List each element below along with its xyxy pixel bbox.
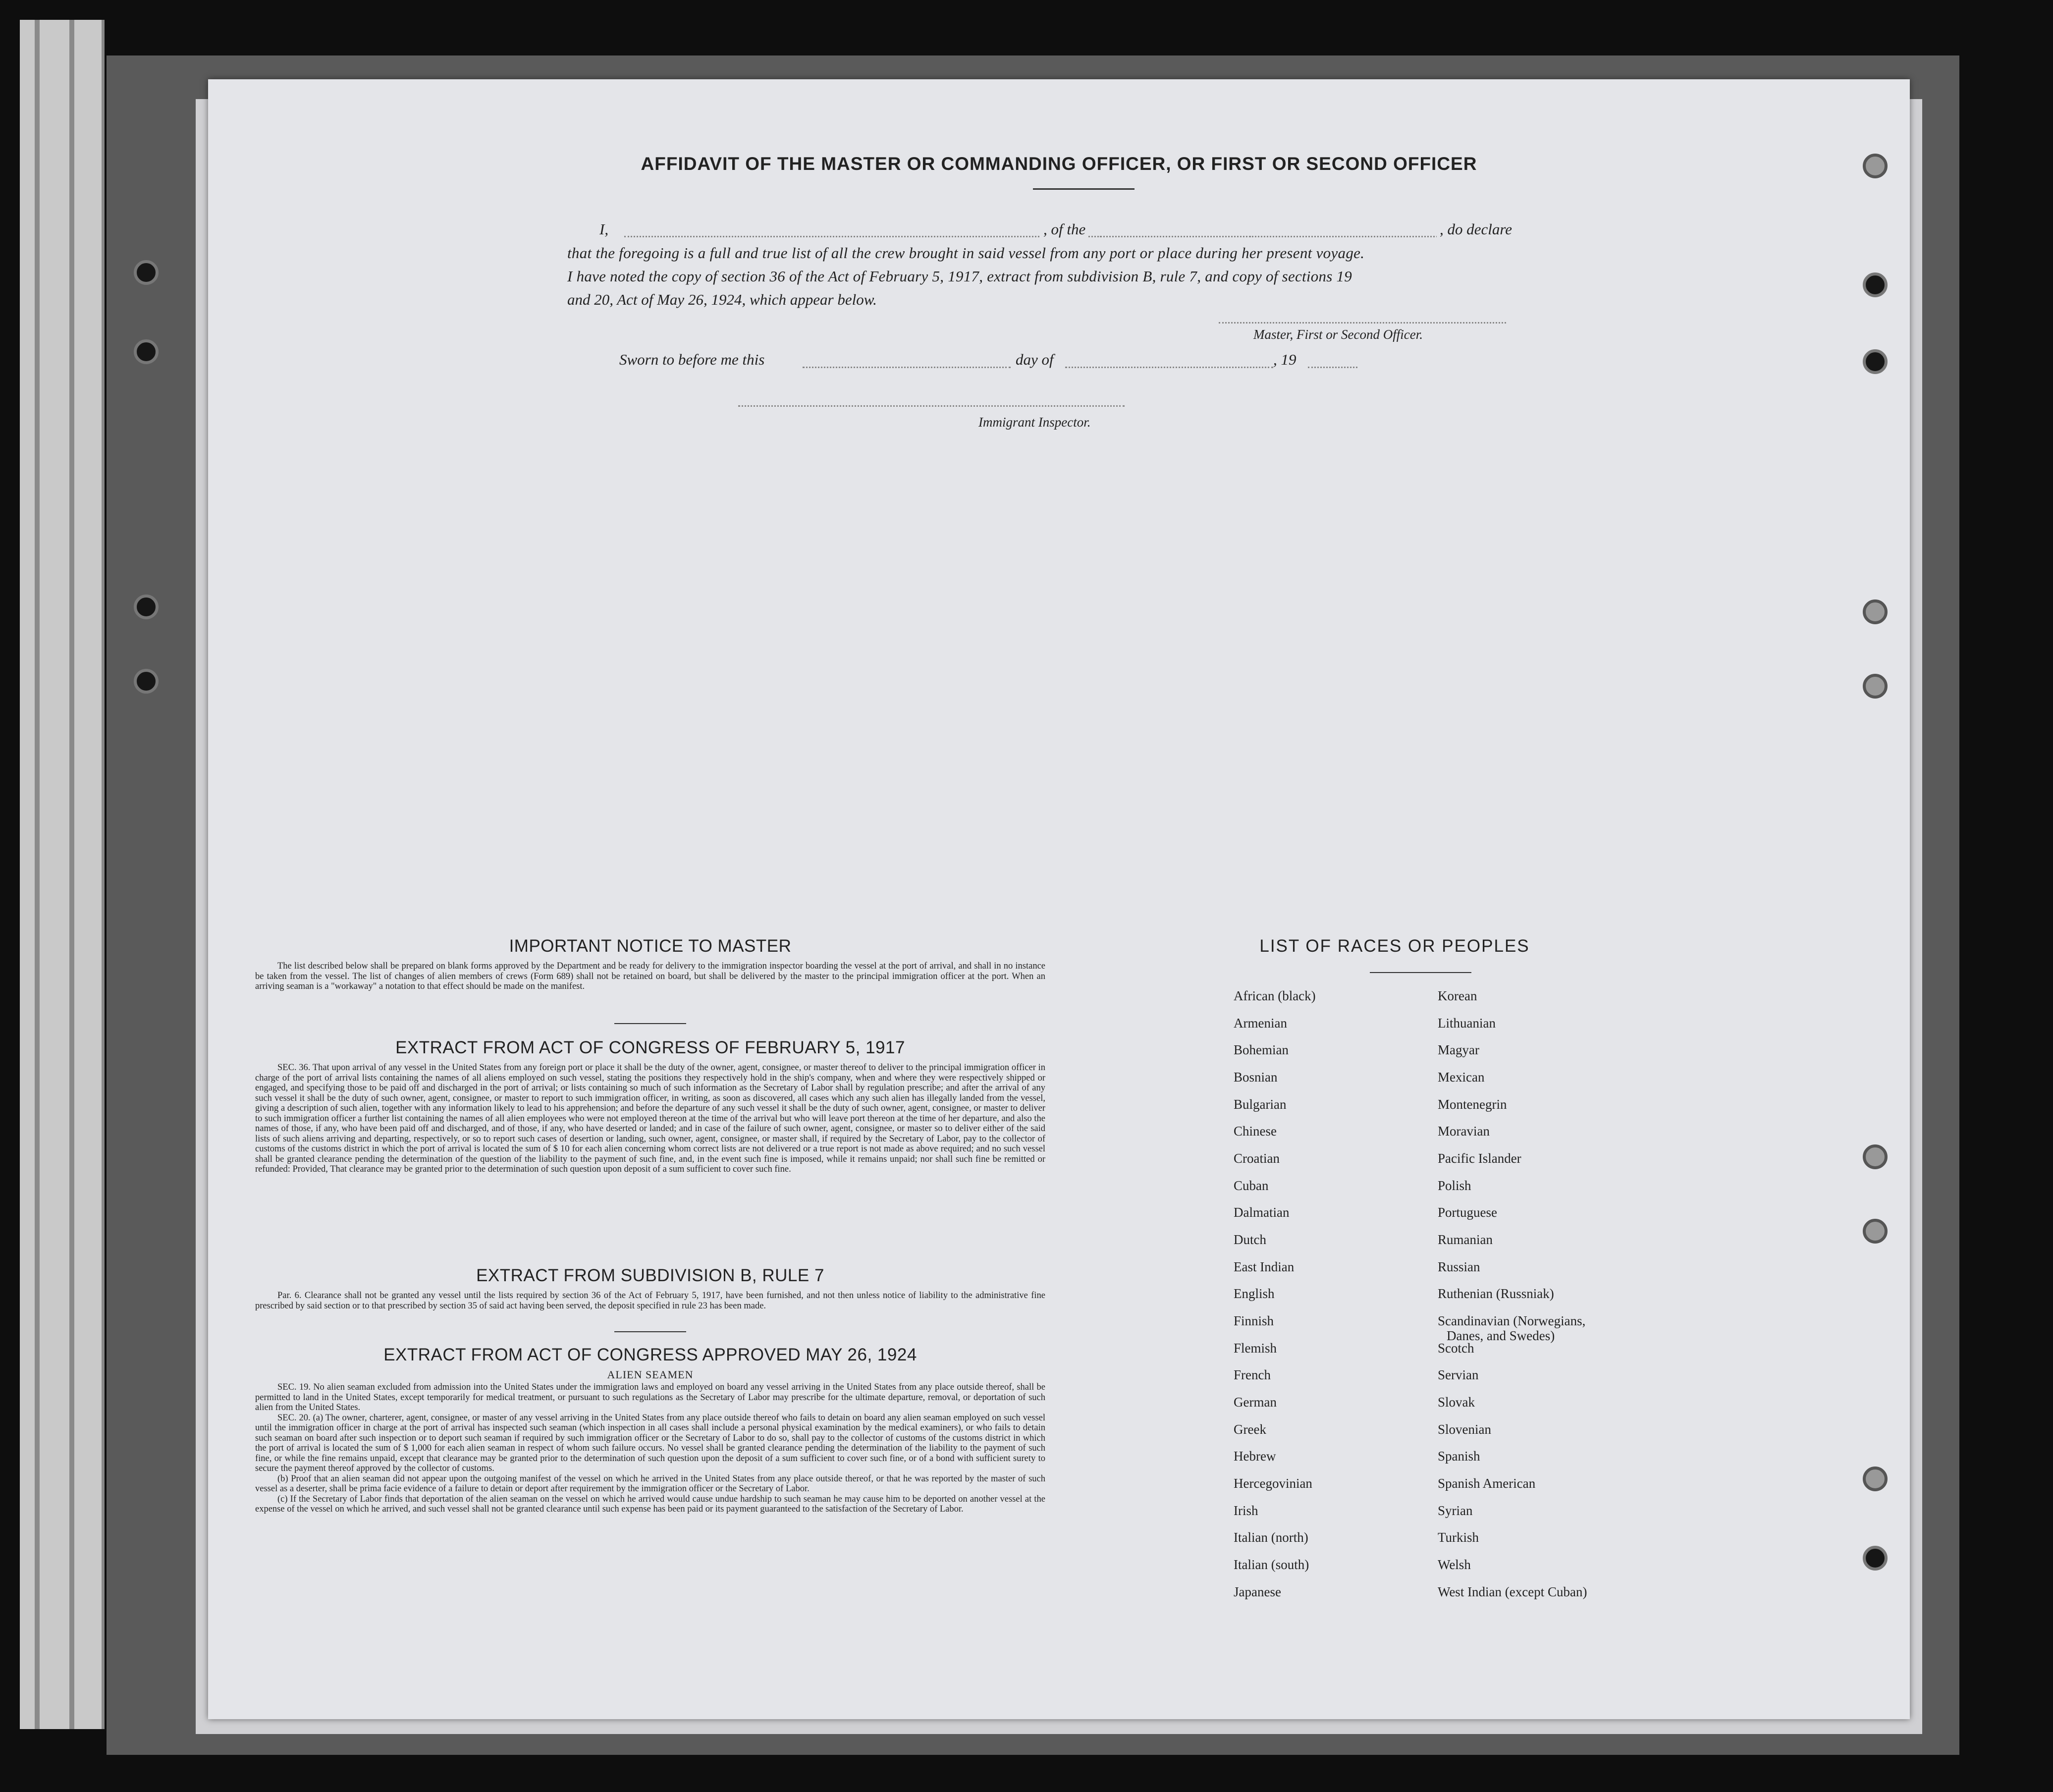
- race-item: Spanish American: [1438, 1476, 1536, 1491]
- notice-heading: IMPORTANT NOTICE TO MASTER: [509, 936, 792, 956]
- race-item: Flemish: [1234, 1341, 1277, 1356]
- race-item: Dutch: [1234, 1232, 1266, 1247]
- form-page: [208, 79, 1910, 1719]
- affidavit-do-declare: , do declare: [1437, 220, 1512, 238]
- affidavit-line-2: that the foregoing is a full and true list of all the crew brought in said vessel from any port or place during her present voyage.: [567, 244, 1365, 262]
- divider: [614, 1023, 686, 1024]
- race-item: Welsh: [1438, 1557, 1471, 1572]
- race-item: Magyar: [1438, 1042, 1479, 1057]
- inspector-signature-blank[interactable]: [738, 405, 1125, 407]
- race-item: Slovak: [1438, 1395, 1475, 1410]
- race-item: Italian (south): [1234, 1557, 1309, 1572]
- sec-36-paragraph: SEC. 36. That upon arrival of any vessel in the United States from any foreign port or place it shall be the duty of the owner, agent, consignee, or master thereof to deliver to the principal immigration officer in charge of the port of arrival lists containing the names of all aliens employed on such vessel, stating the positions they respectively hold in the ship's company, when and where they were respectively shipped or engaged, and specifying those to be paid off and discharged in the port of arrival; or lists containing so much of such information as the Secretary of Labor shall by regulation prescribe; and after the arrival of any such vessel it shall be the duty of such owner, agent, consignee, or master to report to such immigration officer, in writing, as soon as discovered, all cases which any such alien has illegally landed from the vessel, giving a description of such alien, together with any information likely to lead to his apprehension; and before the departure of any such vessel it shall be the duty of such owner, agent, consignee, or master to deliver to such immigration officer a further list containing the names of all alien employees who were not employed thereon at the time of the arrival but who will leave port thereon at the time of her departure, and also the names of those, if any, who have been paid off and discharged, and of those, if any, who have deserted or landed; and in case of the failure of such owner, agent, consignee, or master so to deliver either of the said lists of such aliens arriving and departing, respectively, or so to report such cases of desertion or landing, such owner, agent, consignee, or master shall, if required by the Secretary of Labor, pay to the collector of customs of the customs district in which the port of arrival is located the sum of $ 10 for each alien concerning whom correct lists are not delivered or a true report is not made as above required; and no such vessel shall be granted clearance pending the determination of the question of the liability to the payment of such fine, and, in the event such fine is imposed, while it remains unpaid; nor shall such fine be remitted or refunded: Provided, That clearance may be granted prior to the determination of such question upon deposit of a sum sufficient to cover such fine.: [255, 1063, 1045, 1174]
- race-item: Armenian: [1234, 1016, 1287, 1031]
- race-item: Ruthenian (Russniak): [1438, 1286, 1554, 1301]
- race-item: Croatian: [1234, 1151, 1280, 1166]
- race-item: Bulgarian: [1234, 1097, 1287, 1112]
- punch-hole: [134, 339, 159, 364]
- race-item: Scotch: [1438, 1341, 1474, 1356]
- sworn-month-blank[interactable]: [1065, 367, 1273, 368]
- race-item: Syrian: [1438, 1503, 1473, 1518]
- race-item: West Indian (except Cuban): [1438, 1584, 1587, 1599]
- signature-blank[interactable]: [1219, 322, 1506, 324]
- punch-hole: [1863, 674, 1888, 699]
- race-item: Pacific Islander: [1438, 1151, 1521, 1166]
- punch-hole: [134, 595, 159, 619]
- day-of-label: day of: [1016, 351, 1054, 368]
- race-item: Slovenian: [1438, 1422, 1491, 1437]
- race-item: Montenegrin: [1438, 1097, 1507, 1112]
- race-item: Portuguese: [1438, 1205, 1497, 1220]
- extract-1917-heading: EXTRACT FROM ACT OF CONGRESS OF FEBRUARY 5, 1917: [395, 1038, 905, 1057]
- binder-spine: [20, 20, 105, 1729]
- affidavit-of-the-label: , of the: [1040, 220, 1088, 238]
- race-item: Hebrew: [1234, 1449, 1276, 1464]
- race-item: Irish: [1234, 1503, 1258, 1518]
- race-item: Italian (north): [1234, 1530, 1308, 1545]
- sworn-year-blank[interactable]: [1308, 367, 1357, 368]
- race-item: Japanese: [1234, 1584, 1281, 1599]
- race-item: Korean: [1438, 988, 1477, 1003]
- extract-rule7-heading: EXTRACT FROM SUBDIVISION B, RULE 7: [476, 1266, 824, 1285]
- race-item: Greek: [1234, 1422, 1266, 1437]
- race-item: Mexican: [1438, 1070, 1485, 1085]
- race-item: Scandinavian (Norwegians,: [1438, 1313, 1586, 1328]
- race-item: Dalmatian: [1234, 1205, 1290, 1220]
- race-item: English: [1234, 1286, 1275, 1301]
- race-item: Chinese: [1234, 1124, 1277, 1139]
- punch-hole: [1863, 1219, 1888, 1244]
- inspector-caption: Immigrant Inspector.: [978, 415, 1091, 430]
- race-item: Russian: [1438, 1259, 1480, 1274]
- race-item: Rumanian: [1438, 1232, 1493, 1247]
- notice-paragraph: The list described below shall be prepared on blank forms approved by the Department and be ready for delivery to the immigration inspector boarding the vessel at the port of arrival, and shall in no instance be taken from the vessel. The list of changes of alien members of crews (Form 689) shall not be retained on board, but shall be delivered by the master to the principal immigration officer at the port. When an arriving seaman is a "workaway" a notation to that effect should be made on the manifest.: [255, 961, 1045, 991]
- races-divider: [1370, 972, 1471, 973]
- spine-strip: [35, 20, 40, 1729]
- affidavit-title: AFFIDAVIT OF THE MASTER OR COMMANDING OFFICER, OR FIRST OR SECOND OFFICER: [641, 154, 1477, 174]
- extract-1924-text: [255, 1382, 1045, 1515]
- punch-hole: [1863, 1144, 1888, 1169]
- sec-20b-paragraph: (b) Proof that an alien seaman did not appear upon the outgoing manifest of the vessel on which he arrived in the United States from any place outside thereof, or that he was reported by the master of such vessel as a deserter, shall be prima facie evidence of a failure to detain or deport after requirement by the immigration officer or the Secretary of Labor.: [255, 1473, 1045, 1494]
- extract-1917-text: [255, 1063, 1045, 1175]
- alien-seamen-subheading: ALIEN SEAMEN: [607, 1368, 694, 1381]
- signature-caption: Master, First or Second Officer.: [1253, 327, 1423, 342]
- punch-hole: [1863, 1466, 1888, 1491]
- extract-rule7-text: [255, 1291, 1045, 1311]
- par-6-paragraph: Par. 6. Clearance shall not be granted any vessel until the lists required by section 36 of the Act of February 5, 1917, have been furnished, and not then unless notice of liability to the administrative fine prescribed by said section or to that prescribed by section 35 of said act having been served, the deposit specified in rule 23 has been made.: [255, 1291, 1045, 1311]
- race-item: Turkish: [1438, 1530, 1479, 1545]
- affidavit-i-label: I,: [599, 220, 609, 238]
- spine-strip: [69, 20, 74, 1729]
- extract-1924-heading: EXTRACT FROM ACT OF CONGRESS APPROVED MAY 26, 1924: [383, 1345, 917, 1364]
- race-item: Bohemian: [1234, 1042, 1289, 1057]
- sworn-day-blank[interactable]: [803, 367, 1011, 368]
- affidavit-line-4: and 20, Act of May 26, 1924, which appear below.: [567, 291, 877, 308]
- sec-20a-paragraph: SEC. 20. (a) The owner, charterer, agent, consignee, or master of any vessel arriving in the United States from any place outside thereof who fails to detain on board any alien seaman employed on such vessel until the immigration officer in charge at the port of arrival has inspected such seaman (which inspection in all cases shall include a personal physical examination by the medical examiners), or who fails to detain such seaman on board after such inspection or to deport such seaman if required by such immigration officer or the Secretary of Labor to do so, shall pay to the collector of customs of the customs district in which the port of arrival is located the sum of $ 1,000 for each alien seaman in respect of whom such failure occurs. No vessel shall be granted clearance pending the determination of the liability to the payment of such fine, or while the fine remains unpaid, except that clearance may be granted prior to the determination of such question upon the deposit of a sum sufficient to cover such fine, or of a bond with sufficient surety to secure the payment thereof approved by the collector of customs.: [255, 1412, 1045, 1473]
- punch-hole: [1863, 599, 1888, 624]
- punch-hole: [1863, 1546, 1888, 1571]
- punch-hole: [134, 669, 159, 694]
- race-item: Polish: [1438, 1178, 1471, 1193]
- race-item: Cuban: [1234, 1178, 1269, 1193]
- sec-20c-paragraph: (c) If the Secretary of Labor finds that deportation of the alien seaman on the vessel on which he arrived would cause undue hardship to such seaman he may cause him to be deported on another vessel at the expense of the vessel on which he arrived, and such vessel shall not be granted clearance until such expense has been paid or its payment guaranteed to the satisfaction of the Secretary of Labor.: [255, 1494, 1045, 1514]
- race-item: Servian: [1438, 1367, 1479, 1382]
- race-item: East Indian: [1234, 1259, 1295, 1274]
- sworn-label: Sworn to before me this: [619, 351, 765, 368]
- punch-hole: [1863, 272, 1888, 297]
- notice-text: [255, 961, 1045, 992]
- race-item: Finnish: [1234, 1313, 1274, 1328]
- race-item: African (black): [1234, 988, 1316, 1003]
- sec-19-paragraph: SEC. 19. No alien seaman excluded from admission into the United States under the immigration laws and employed on board any vessel arriving in the United States from any place outside thereof, shall be permitted to land in the United States, except temporarily for medical treatment, or pursuant to such regulations as the Secretary of Labor may prescribe for the ultimate departure, removal, or deportation of such alien from the United States.: [255, 1382, 1045, 1412]
- divider: [614, 1331, 686, 1332]
- punch-hole: [1863, 349, 1888, 374]
- race-item: Danes, and Swedes): [1447, 1328, 1555, 1343]
- title-divider: [1033, 188, 1135, 190]
- race-item: Moravian: [1438, 1124, 1490, 1139]
- race-item: Bosnian: [1234, 1070, 1278, 1085]
- race-item: German: [1234, 1395, 1277, 1410]
- vessel-blank[interactable]: [1100, 236, 1442, 237]
- race-item: Hercegovinian: [1234, 1476, 1312, 1491]
- punch-hole: [134, 260, 159, 285]
- race-item: French: [1234, 1367, 1271, 1382]
- year-label: , 19: [1273, 351, 1297, 368]
- race-item: Lithuanian: [1438, 1016, 1496, 1031]
- race-item: Spanish: [1438, 1449, 1480, 1464]
- affidavit-line-3: I have noted the copy of section 36 of the Act of February 5, 1917, extract from subdivision B, rule 7, and copy of sections 19: [567, 268, 1352, 285]
- races-heading: LIST OF RACES OR PEOPLES: [1259, 936, 1530, 956]
